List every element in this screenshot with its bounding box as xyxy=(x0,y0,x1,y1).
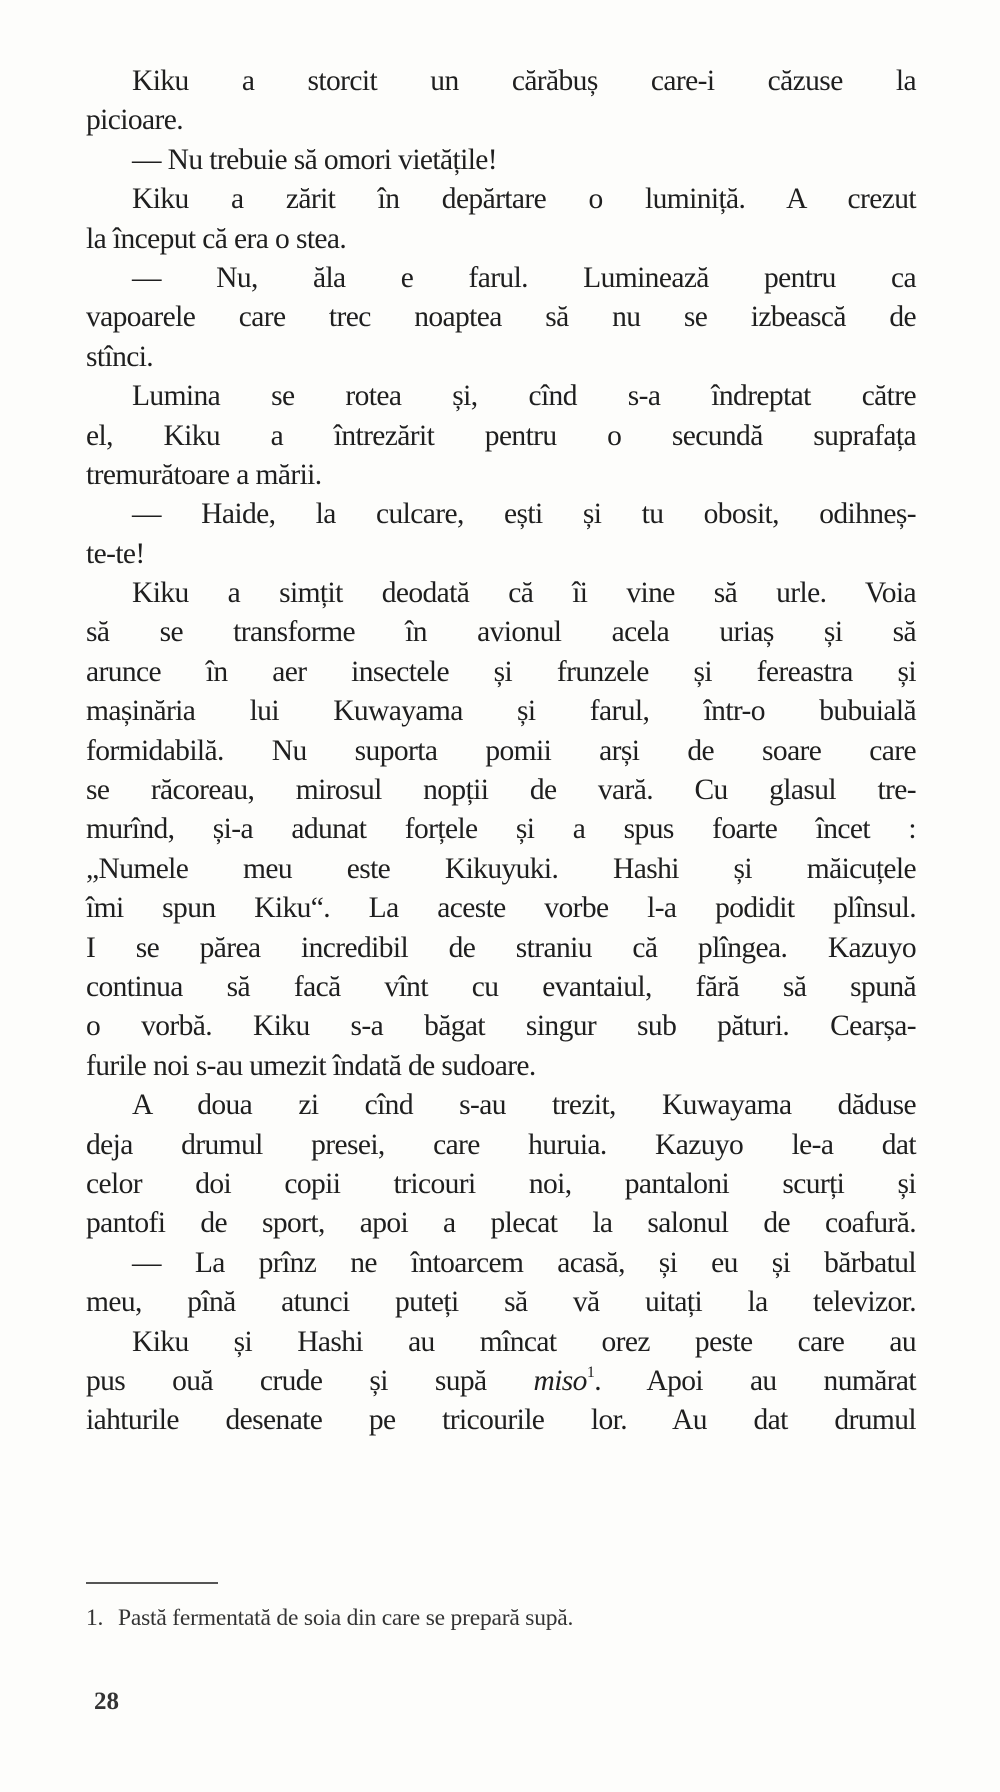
footnote-separator xyxy=(86,1582,218,1584)
text-line: „Numele meu este Kikuyuki. Hashi și măicuțele xyxy=(86,852,916,885)
text-line: A doua zi cînd s-au trezit, Kuwayama dăduse xyxy=(132,1089,916,1122)
text-line: mașinăria lui Kuwayama și farul, într-o bubuială xyxy=(86,695,916,728)
text-line: tremurătoare a mării. xyxy=(86,458,322,491)
text-line: te-te! xyxy=(86,537,145,570)
footnote xyxy=(86,1603,916,1633)
text-line: meu, pînă atunci puteți să vă uitați la televizor. xyxy=(86,1286,916,1319)
text-line: Kiku a simțit deodată că îi vine să urle. Voia xyxy=(132,577,916,610)
book-page-body xyxy=(86,62,916,1441)
text-line: Lumina se rotea și, cînd s-a îndreptat către xyxy=(132,380,916,413)
text-line: furile noi s-au umezit îndată de sudoare. xyxy=(86,1049,536,1082)
text-line: se răcoreau, mirosul nopții de vară. Cu glasul tre- xyxy=(86,774,916,807)
italic-term: miso xyxy=(533,1364,587,1397)
text-line: continua să facă vînt cu evantaiul, fără să spună xyxy=(86,970,916,1003)
text-line: iahturile desenate pe tricourile lor. Au dat drumul xyxy=(86,1404,916,1437)
text-line: deja drumul presei, care huruia. Kazuyo le-a dat xyxy=(86,1128,916,1161)
footnote-text: Pastă fermentată de soia din care se prepară supă. xyxy=(118,1605,574,1631)
text-line: la început că era o stea. xyxy=(86,222,347,255)
text-line: stînci. xyxy=(86,340,154,373)
text-line: o vorbă. Kiku s-a băgat singur sub pături. Cearșa- xyxy=(86,1010,916,1043)
text-line: îmi spun Kiku“. La aceste vorbe l-a podidit plînsul. xyxy=(86,892,916,925)
text-line: — Nu, ăla e farul. Luminează pentru ca xyxy=(132,261,916,294)
page-number: 28 xyxy=(94,1688,119,1715)
text-line: I se părea incredibil de straniu că plîngea. Kazuyo xyxy=(86,931,916,964)
text-line: picioare. xyxy=(86,104,183,137)
text-line: să se transforme în avionul acela uriaș și să xyxy=(86,616,916,649)
text-line: murînd, și-a adunat forțele și a spus foarte încet : xyxy=(86,813,916,846)
text-line: arunce în aer insectele și frunzele și fereastra și xyxy=(86,655,916,688)
text-line: Kiku a storcit un cărăbuș care-i căzuse la xyxy=(132,65,916,97)
text-line: — La prînz ne întoarcem acasă, și eu și bărbatul xyxy=(132,1246,916,1279)
text-line: — Haide, la culcare, ești și tu obosit, odihneș- xyxy=(132,498,916,531)
footnote-reference[interactable]: 1 xyxy=(586,1364,595,1382)
text-line xyxy=(86,1362,916,1401)
text-line: — Nu trebuie să omori vietățile! xyxy=(132,143,498,176)
text-line: formidabilă. Nu suporta pomii arși de soare care xyxy=(86,734,916,767)
text-line: Kiku și Hashi au mîncat orez peste care au xyxy=(132,1325,916,1358)
text-segment: pus ouă crude și supă xyxy=(86,1364,534,1397)
text-line: celor doi copii tricouri noi, pantaloni scurți și xyxy=(86,1167,916,1200)
text-segment: . Apoi au numărat xyxy=(594,1364,917,1397)
footnote-number: 1. xyxy=(86,1605,104,1631)
text-line: vapoarele care trec noaptea să nu se izbească de xyxy=(86,301,916,334)
text-line: el, Kiku a întrezărit pentru o secundă suprafața xyxy=(86,419,916,452)
text-line: Kiku a zărit în depărtare o luminiță. A crezut xyxy=(132,183,916,216)
text-line: pantofi de sport, apoi a plecat la salonul de coafură. xyxy=(86,1207,916,1240)
